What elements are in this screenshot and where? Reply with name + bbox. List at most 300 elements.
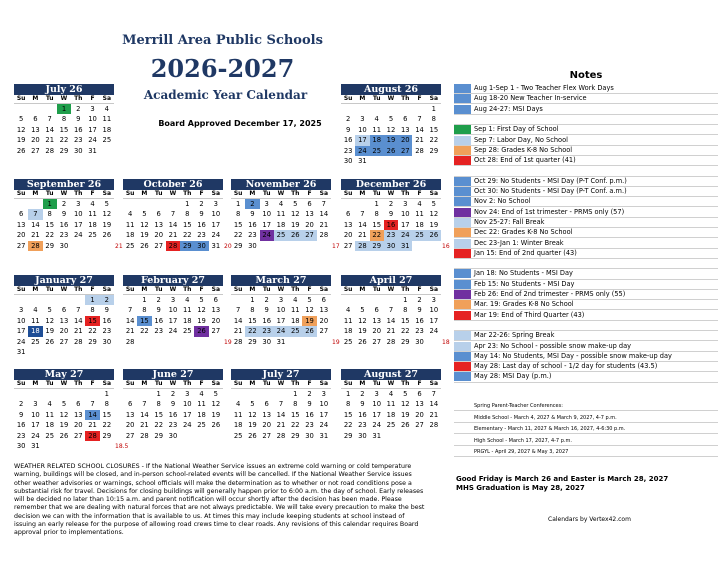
day-cell: 29 [290, 431, 300, 440]
day-cell: 16 [59, 220, 69, 229]
day-cell: 30 [73, 146, 83, 155]
note-text: Mar 19: End of Third Quarter (43) [474, 310, 585, 319]
day-cell: 8 [90, 306, 95, 315]
day-cell: 16 [343, 136, 353, 145]
day-cell: 12 [59, 410, 69, 419]
day-cell: 29 [102, 431, 112, 440]
day-cell: 28 [125, 337, 135, 346]
day-cell: 1 [374, 200, 379, 208]
day-cell: 29 [248, 337, 257, 346]
empty-day-cell [274, 389, 288, 399]
day-cell: 24 [398, 230, 412, 240]
day-cell: 16 [197, 220, 206, 229]
weekday-header: Sa [209, 286, 223, 295]
day-cell: 2 [307, 390, 312, 398]
weekday-header: Su [14, 380, 28, 389]
empty-day-cell [152, 199, 166, 209]
day-cell: 28 [45, 146, 55, 155]
day-cell: 22 [290, 421, 300, 430]
day-cell: 9 [417, 306, 422, 315]
weekday-header: W [274, 380, 288, 389]
weekday-header: Th [288, 286, 302, 295]
day-cell: 30 [384, 241, 398, 251]
note-text: Aug 24-27: MSI Days [474, 104, 543, 113]
weekday-header: Su [123, 380, 137, 389]
day-cell: 8 [403, 306, 408, 315]
note-item [454, 311, 718, 321]
day-cell: 27 [211, 327, 221, 336]
weekday-header: Su [14, 286, 28, 295]
day-cell: 11 [197, 400, 206, 409]
note-color-swatch [454, 115, 471, 124]
day-cell: 4 [235, 400, 241, 409]
note-text: May 14: No Students, MSI Day - possible snow make-up day [474, 351, 672, 360]
day-cell: 2 [18, 400, 24, 409]
day-cell: 27 [59, 337, 69, 346]
day-cell: 24 [211, 231, 221, 240]
day-cell: 16 [102, 316, 112, 325]
day-cell: 17 [16, 327, 26, 336]
month-title: March 27 [231, 275, 331, 286]
month-grid [123, 190, 223, 251]
empty-day-cell [43, 104, 57, 114]
day-cell: 15 [59, 125, 69, 134]
day-cell: 23 [154, 327, 164, 336]
day-cell: 9 [360, 400, 365, 409]
note-item [454, 136, 718, 146]
day-cell: 15 [154, 410, 164, 419]
month-title: August 27 [341, 369, 441, 380]
day-cell: 17 [355, 135, 369, 145]
weekday-header: Su [341, 380, 355, 389]
note-text: May 28: MSI Day (p.m.) [474, 372, 552, 381]
weekday-header: Sa [209, 190, 223, 199]
day-cell: 9 [104, 306, 109, 315]
day-cell: 1 [104, 390, 109, 398]
day-cell: 31 [276, 337, 286, 346]
note-text: Nov 25-27: Fall Break [474, 217, 545, 226]
day-cell: 15 [290, 410, 300, 419]
day-cell: 29 [429, 146, 439, 155]
weekday-header: Tu [43, 190, 57, 199]
weekday-header: W [57, 95, 71, 104]
weekday-header: M [355, 95, 369, 104]
weekday-header: W [166, 380, 180, 389]
empty-day-cell [28, 104, 42, 114]
day-cell: 2 [100, 295, 114, 305]
note-text: Aug 1-Sep 1 - Two Teacher Flex Work Days [474, 84, 614, 92]
weekday-header: F [194, 190, 208, 199]
day-cell: 20 [31, 136, 40, 145]
day-cell: 2 [199, 200, 204, 208]
day-cell: 26 [400, 421, 410, 430]
day-cell: 4 [278, 200, 284, 208]
month-calendar [14, 275, 114, 357]
day-cell: 25 [102, 136, 112, 145]
day-cell: 10 [372, 400, 382, 409]
weekday-header: Th [180, 380, 194, 389]
day-cell: 31 [372, 431, 382, 440]
empty-day-cell [71, 295, 85, 305]
day-cell: 8 [431, 115, 436, 124]
day-cell: 12 [305, 306, 314, 315]
day-cell: 11 [45, 410, 55, 419]
day-cell: 24 [274, 326, 288, 336]
day-cell: 22 [233, 231, 243, 240]
day-cell: 28 [415, 146, 424, 155]
note-text: Mar 22-26: Spring Break [474, 331, 555, 340]
month-calendar [123, 369, 223, 441]
note-item [454, 156, 718, 166]
day-cell: 15 [372, 220, 382, 229]
empty-day-cell [28, 199, 42, 209]
day-cell: 26 [102, 231, 112, 240]
month-title: November 26 [231, 179, 331, 190]
day-cell: 16 [305, 410, 314, 419]
day-cell: 31 [31, 441, 40, 450]
weekday-header: Th [398, 286, 412, 295]
note-text: Apr 23: No School - possible snow make-up day [474, 341, 632, 350]
day-cell: 6 [264, 400, 269, 409]
month-day-count: 19 [332, 339, 340, 346]
day-cell: 11 [415, 210, 424, 219]
day-cell: 21 [429, 410, 439, 419]
weekday-header: W [166, 286, 180, 295]
day-cell: 6 [417, 390, 422, 398]
empty-day-cell [123, 199, 137, 209]
day-cell: 17 [400, 220, 410, 229]
month-calendar [123, 179, 232, 251]
day-cell: 26 [248, 431, 257, 440]
note-item [454, 197, 718, 207]
weekday-header: Su [341, 286, 355, 295]
note-color-swatch [454, 269, 471, 278]
day-cell: 30 [248, 241, 257, 250]
day-cell: 23 [197, 231, 206, 240]
day-cell: 13 [343, 220, 353, 229]
day-cell: 17 [372, 410, 382, 419]
day-cell: 16 [73, 125, 83, 134]
empty-day-cell [14, 199, 28, 209]
month-title: October 26 [123, 179, 223, 190]
day-cell: 29 [400, 337, 410, 346]
weekday-header: Th [180, 286, 194, 295]
month-day-count: 17 [332, 243, 340, 250]
day-cell: 12 [211, 400, 221, 409]
weekday-header: M [137, 190, 151, 199]
month-grid [123, 380, 223, 441]
day-cell: 12 [290, 210, 300, 219]
day-cell: 1 [293, 390, 298, 398]
day-cell: 13 [125, 410, 135, 419]
day-cell: 6 [18, 210, 24, 219]
day-cell: 1 [57, 104, 71, 114]
day-cell: 11 [290, 306, 300, 315]
weekday-header: Th [398, 380, 412, 389]
month-calendar [341, 369, 441, 441]
day-cell: 3 [33, 400, 38, 409]
weekday-header: F [302, 286, 316, 295]
empty-day-cell [43, 295, 57, 305]
day-cell: 11 [386, 400, 396, 409]
day-cell: 27 [16, 241, 26, 250]
weekday-header: M [137, 286, 151, 295]
day-cell: 29 [370, 241, 384, 251]
note-item [454, 321, 718, 331]
day-cell: 10 [276, 306, 286, 315]
month-calendar [123, 275, 232, 347]
day-cell: 25 [88, 231, 97, 240]
month-title: June 27 [123, 369, 223, 380]
note-item [454, 94, 718, 104]
day-cell: 1 [345, 390, 351, 398]
day-cell: 13 [415, 400, 424, 409]
day-cell: 20 [343, 231, 353, 240]
note-color-swatch [454, 94, 471, 103]
note-color-swatch [454, 146, 471, 155]
day-cell: 8 [345, 400, 351, 409]
day-cell: 30 [59, 241, 69, 250]
day-cell: 25 [197, 421, 206, 430]
day-cell: 9 [61, 210, 67, 219]
month-grid [14, 380, 114, 451]
note-text: Oct 29: No Students - MSI Day (P-T Conf. p.m.) [474, 176, 627, 185]
weekday-header: Th [398, 95, 412, 104]
day-cell: 22 [102, 421, 112, 430]
day-cell: 9 [250, 210, 255, 219]
day-cell: 4 [345, 306, 351, 315]
day-cell: 19 [102, 220, 112, 229]
empty-day-cell [245, 389, 259, 399]
weekday-header: Su [231, 190, 245, 199]
day-cell: 4 [33, 306, 38, 315]
day-cell: 23 [415, 327, 424, 336]
month-day-count: 18 [442, 339, 450, 346]
day-cell: 3 [185, 390, 190, 398]
day-cell: 25 [343, 337, 353, 346]
empty-day-cell [341, 104, 355, 114]
day-cell: 30 [168, 431, 178, 440]
day-cell: 12 [140, 220, 149, 229]
day-cell: 27 [319, 327, 329, 336]
day-cell: 11 [276, 210, 286, 219]
day-cell: 31 [319, 431, 329, 440]
day-cell: 11 [372, 125, 382, 134]
note-color-swatch [454, 218, 471, 227]
weekday-header: Su [123, 286, 137, 295]
note-color-swatch [454, 249, 471, 258]
weekday-header: W [384, 286, 398, 295]
weather-closure-policy: WEATHER RELATED SCHOOL CLOSURES - If the National Weather Service issues an extreme cold warning or cold temperature warning, buildings will be closed, and in-person school-related events will be cancelled. If the National Weather Service issues other weather advisories or warnings, school officials will make the determination as to whether or not road conditions pose a substantial risk for travel. Decisions for closing buildings will generally happen prior to 6:00 a.m. the day of school. Early releases will be decided no later than 10:15 a.m. and parent notification will occur shortly after the decision has been made. Please remember that we are dealing with natural forces that are not always predictable. We will take every precaution to make the best decision we can with the information that is available to us. At times this may include keeping students at school instead of issuing an early release for the purpose of allowing road crews time to clear roads. Any revisions of this calendar requires Board approval prior to implementations. [14, 463, 425, 537]
day-cell: 9 [76, 115, 81, 124]
conference-line: Spring Parent-Teacher Conferences: [454, 401, 718, 411]
day-cell: 24 [429, 327, 439, 336]
day-cell: 3 [403, 200, 408, 208]
day-cell: 4 [388, 390, 394, 398]
weekday-header: M [355, 286, 369, 295]
note-text: Dec 23-Jan 1: Winter Break [474, 238, 564, 247]
month-title: September 26 [14, 179, 114, 190]
day-cell: 27 [302, 230, 316, 240]
weekday-header: F [194, 286, 208, 295]
day-cell: 14 [429, 400, 439, 409]
note-item [454, 166, 718, 176]
day-cell: 8 [374, 210, 379, 219]
month-title: December 26 [341, 179, 441, 190]
day-cell: 26 [16, 146, 26, 155]
day-cell: 7 [28, 209, 42, 219]
day-cell: 12 [358, 316, 367, 325]
day-cell: 8 [156, 400, 161, 409]
note-item [454, 342, 718, 352]
note-item [454, 115, 718, 125]
day-cell: 22 [182, 231, 192, 240]
note-color-swatch [454, 228, 471, 237]
day-cell: 13 [16, 220, 26, 229]
day-cell: 3 [76, 200, 81, 208]
day-cell: 23 [168, 421, 178, 430]
day-cell: 26 [45, 337, 55, 346]
day-cell: 14 [386, 316, 396, 325]
day-cell: 28 [140, 431, 149, 440]
weekday-header: W [57, 380, 71, 389]
day-cell: 22 [370, 230, 384, 240]
weekday-header: Su [14, 95, 28, 104]
day-cell: 17 [262, 220, 272, 229]
day-cell: 24 [31, 431, 40, 440]
month-calendar [341, 179, 450, 251]
day-cell: 20 [319, 316, 329, 325]
day-cell: 19 [290, 220, 300, 229]
note-color-swatch [454, 290, 471, 299]
empty-day-cell [355, 199, 369, 209]
empty-day-cell [28, 389, 42, 399]
day-cell: 27 [372, 337, 382, 346]
day-cell: 25 [412, 230, 426, 240]
month-title: August 26 [341, 84, 441, 95]
note-item [454, 269, 718, 279]
day-cell: 17 [319, 410, 329, 419]
day-cell: 25 [288, 326, 302, 336]
day-cell: 20 [16, 231, 26, 240]
day-cell: 18 [197, 410, 206, 419]
day-cell: 20 [305, 220, 314, 229]
day-cell: 14 [168, 220, 178, 229]
day-cell: 28 [166, 241, 180, 251]
day-cell: 13 [262, 410, 272, 419]
weekday-header: Sa [100, 95, 114, 104]
day-cell: 11 [88, 210, 97, 219]
note-color-swatch [454, 177, 471, 186]
weekday-header: M [28, 286, 42, 295]
day-cell: 1 [235, 200, 241, 208]
day-cell: 3 [360, 115, 365, 124]
weekday-header: Sa [100, 190, 114, 199]
note-item [454, 331, 718, 341]
weekday-header: F [412, 190, 426, 199]
day-cell: 10 [358, 125, 367, 134]
day-cell: 5 [104, 200, 109, 208]
month-grid [341, 190, 441, 251]
weekday-header: Th [398, 190, 412, 199]
day-cell: 30 [415, 337, 424, 346]
day-cell: 26 [288, 230, 302, 240]
weekday-header: Th [71, 380, 85, 389]
day-cell: 11 [31, 316, 40, 325]
day-cell: 7 [278, 400, 284, 409]
day-cell: 28 [233, 337, 243, 346]
day-cell: 29 [59, 146, 69, 155]
day-cell: 5 [431, 200, 436, 208]
day-cell: 26 [427, 230, 441, 240]
day-cell: 16 [358, 410, 367, 419]
day-cell: 14 [415, 125, 424, 134]
month-calendar [14, 179, 123, 251]
day-cell: 10 [182, 400, 192, 409]
weekday-header: M [245, 380, 259, 389]
note-item [454, 228, 718, 238]
month-grid [231, 380, 331, 441]
day-cell: 6 [127, 400, 133, 409]
day-cell: 3 [90, 105, 95, 113]
day-cell: 12 [102, 210, 112, 219]
month-calendar [231, 275, 340, 347]
day-cell: 4 [199, 390, 204, 398]
day-cell: 18 [386, 410, 396, 419]
day-cell: 6 [156, 210, 161, 219]
day-cell: 26 [302, 326, 316, 336]
day-cell: 10 [168, 306, 178, 315]
weekday-header: M [28, 190, 42, 199]
note-color-swatch [454, 342, 471, 351]
day-cell: 20 [125, 421, 135, 430]
empty-day-cell [341, 295, 355, 305]
day-cell: 19 [16, 136, 26, 145]
day-cell: 1 [156, 390, 161, 398]
day-cell: 3 [213, 200, 218, 208]
day-cell: 25 [182, 327, 192, 336]
day-cell: 28 [85, 431, 99, 441]
day-cell: 31 [358, 156, 367, 165]
weekday-header: Th [71, 95, 85, 104]
day-cell: 21 [45, 136, 55, 145]
note-item [454, 300, 718, 310]
conference-line: Middle School - March 4, 2027 & March 9, 2027, 4-7 p.m. [454, 413, 718, 423]
day-cell: 19 [197, 316, 206, 325]
day-cell: 16 [384, 220, 398, 230]
day-cell: 13 [31, 125, 40, 134]
day-cell: 9 [307, 400, 312, 409]
day-cell: 5 [360, 306, 365, 315]
month-title: May 27 [14, 369, 114, 380]
weekday-header: Sa [317, 380, 331, 389]
day-cell: 30 [16, 441, 26, 450]
weekday-header: Sa [427, 380, 441, 389]
day-cell: 30 [305, 431, 314, 440]
day-cell: 4 [104, 105, 109, 113]
month-calendar [231, 179, 340, 251]
note-color-swatch [454, 311, 471, 320]
weekday-header: Tu [370, 380, 384, 389]
school-year-title: 2026-2027 [150, 54, 295, 83]
day-cell: 7 [127, 306, 133, 315]
weekday-header: Sa [317, 286, 331, 295]
month-day-count: 18.5 [115, 443, 129, 451]
day-cell: 19 [358, 327, 367, 336]
day-cell: 18 [343, 327, 353, 336]
day-cell: 17 [211, 220, 221, 229]
day-cell: 3 [264, 200, 269, 208]
